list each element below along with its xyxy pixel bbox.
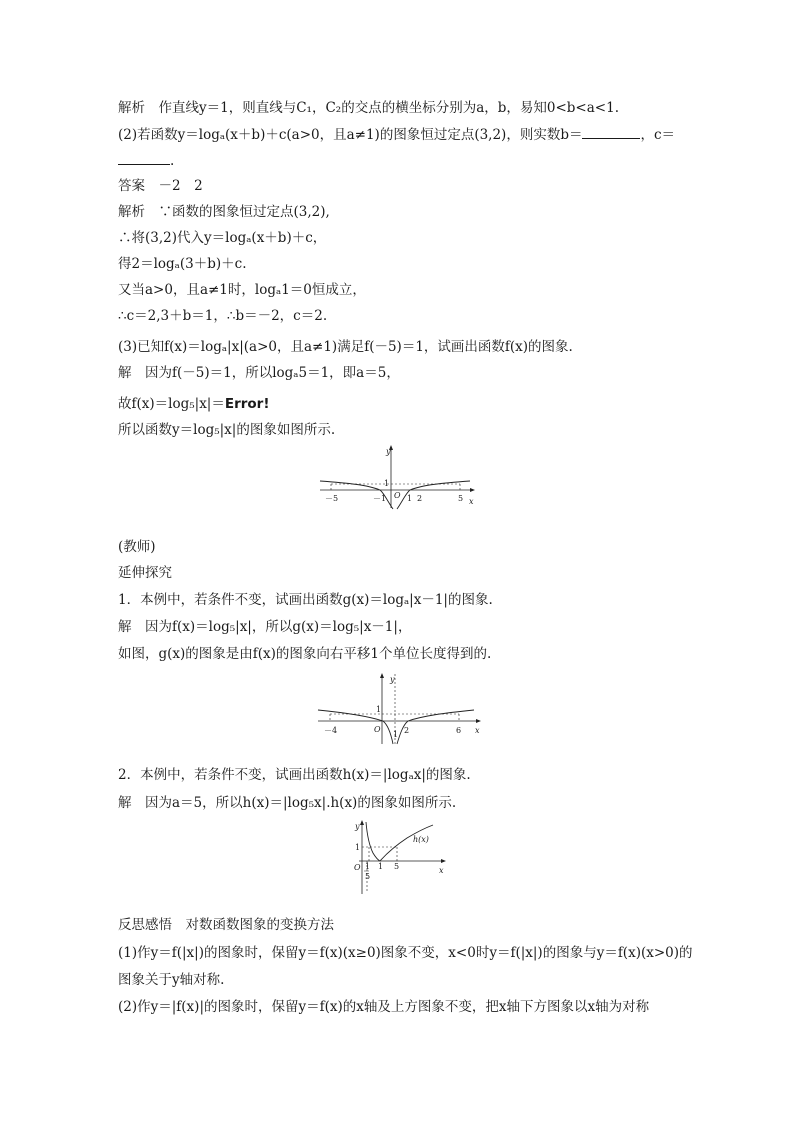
answer-blank-b — [582, 124, 640, 139]
tick-label-neg1: －1 — [373, 494, 387, 503]
teacher-label: (教师) — [118, 539, 156, 555]
y-axis-label: y — [390, 675, 395, 684]
question-2-line: (2)若函数y＝logₐ(x＋b)＋c(a>0，且a≠1)的图象恒过定点(3,2)，则实数b＝ ，c＝ — [118, 124, 675, 145]
origin-label: O — [354, 863, 361, 872]
x-axis-label: x — [475, 726, 480, 735]
tick-label-6: 6 — [456, 726, 462, 735]
reflection-heading: 反思感悟 对数函数图象的变换方法 — [118, 917, 334, 933]
answer-blank-c — [118, 150, 170, 165]
tick-label-1: 1 — [407, 494, 413, 503]
tick-label-1: 1 — [378, 862, 384, 871]
tick-label-1-y: 1 — [376, 705, 382, 714]
extension-heading: 延伸探究 — [118, 565, 172, 581]
solution-line-3: 所以函数y＝log₅|x|的图象如图所示. — [118, 422, 336, 438]
graph-log5-abs-x-minus-1 — [316, 670, 484, 746]
reflection-line-1: (1)作y＝f(|x|)的图象时，保留y＝f(x)(x≥0)图象不变，x<0时y＝f(|x|)的图象与y＝f(x)(x>0)的 — [118, 945, 693, 961]
solution-line-2: 故f(x)＝log₅|x|＝Error! — [118, 396, 270, 412]
curve-label-hx: h(x) — [413, 835, 429, 844]
tick-label-neg4: －4 — [324, 726, 338, 735]
extension-1-solution-1: 解 因为f(x)＝log₅|x|，所以g(x)＝log₅|x－1|， — [118, 619, 412, 635]
tick-label-1-y: 1 — [355, 843, 361, 852]
origin-label: O — [374, 725, 381, 734]
solution-line-1: 解 因为f(－5)＝1，所以logₐ5＝1，即a＝5， — [118, 365, 400, 381]
question-3-line: (3)已知f(x)＝logₐ|x|(a>0，且a≠1)满足f(－5)＝1，试画出函数f(x)的图象. — [118, 339, 573, 355]
tick-label-2: 2 — [417, 494, 423, 503]
extension-1-solution-2: 如图，g(x)的图象是由f(x)的图象向右平移1个单位长度得到的. — [118, 646, 492, 662]
extension-2-solution: 解 因为a＝5，所以h(x)＝|log₅x|.h(x)的图象如图所示. — [118, 795, 457, 811]
analysis-line-6: ∴c＝2,3＋b＝1，∴b＝－2，c＝2. — [118, 308, 328, 324]
origin-label: O — [394, 491, 401, 500]
graph-log5-abs-x — [318, 442, 478, 512]
y-axis-label: y — [386, 447, 391, 456]
tick-label-neg5: －5 — [325, 494, 339, 503]
analysis-line-2: 解析 ∵函数的图象恒过定点(3,2), — [118, 204, 330, 220]
analysis-line-3: ∴将(3,2)代入y＝logₐ(x＋b)＋c， — [118, 230, 327, 246]
x-axis-label: x — [439, 866, 444, 875]
analysis-line-5: 又当a>0，且a≠1时，logₐ1＝0恒成立， — [118, 282, 366, 298]
extension-2-line: 2．本例中，若条件不变，试画出函数h(x)＝|logₐx|的图象. — [118, 767, 471, 783]
question-2-line-cont: . — [118, 150, 174, 171]
answer-line: 答案 －2 2 — [118, 178, 203, 194]
tick-label-1-y: 1 — [384, 479, 390, 488]
tick-label-fifth-num: 1 — [365, 862, 371, 871]
tick-label-5: 5 — [458, 494, 464, 503]
y-axis-label: y — [355, 822, 360, 831]
reflection-line-2: 图象关于y轴对称. — [118, 972, 225, 988]
graph-abs-log5-x — [345, 818, 451, 896]
analysis-line-4: 得2＝logₐ(3＋b)＋c. — [118, 256, 247, 272]
analysis-line-1: 解析 作直线y＝1，则直线与C₁，C₂的交点的横坐标分别为a，b，易知0<b<a<1. — [118, 100, 619, 116]
tick-label-1: 1 — [393, 730, 399, 739]
extension-1-line: 1．本例中，若条件不变，试画出函数g(x)＝logₐ|x－1|的图象. — [118, 592, 493, 608]
reflection-line-3: (2)作y＝|f(x)|的图象时，保留y＝f(x)的x轴及上方图象不变，把x轴下方图象以x轴为对称 — [118, 999, 650, 1015]
tick-label-2: 2 — [404, 726, 410, 735]
x-axis-label: x — [469, 497, 474, 506]
tick-label-fifth-den: 5 — [365, 872, 371, 881]
tick-label-5: 5 — [394, 862, 400, 871]
